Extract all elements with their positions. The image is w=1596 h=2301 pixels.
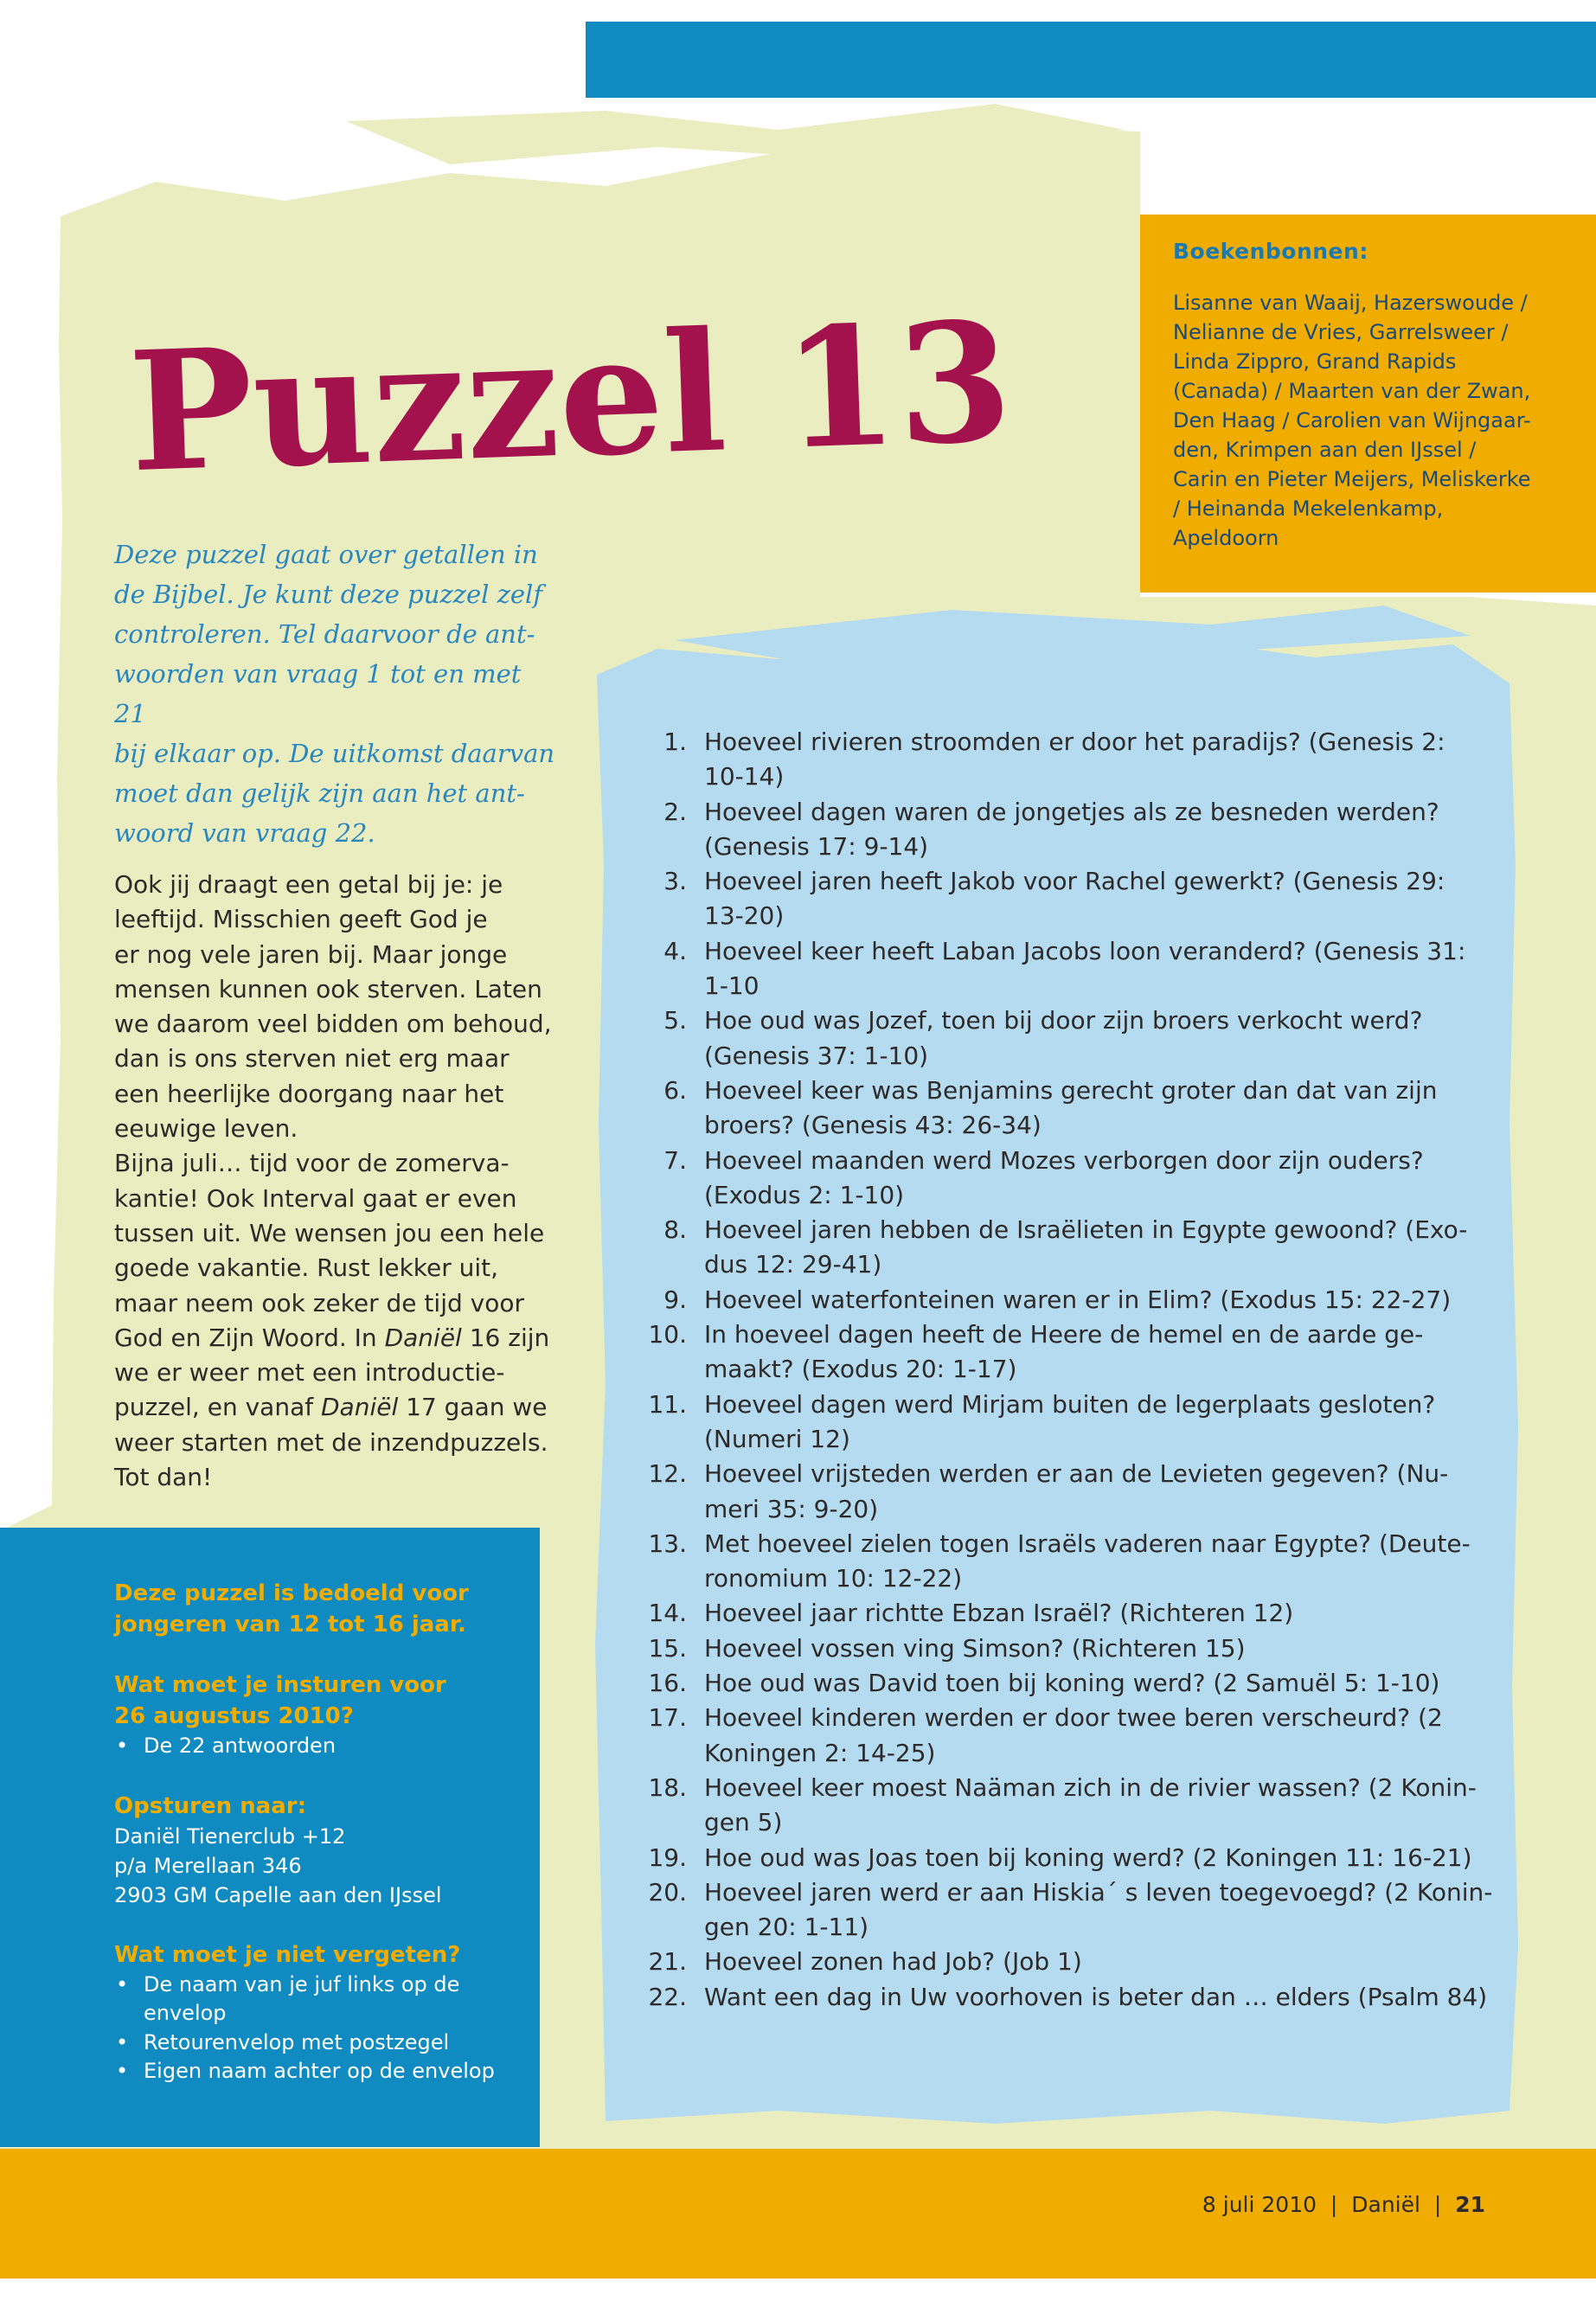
- question: [631, 1527, 1505, 1597]
- page-number: 21: [1455, 2192, 1485, 2217]
- intro-line: woord van vraag 22.: [114, 818, 375, 848]
- intro-line: Deze puzzel gaat over getallen in: [114, 540, 538, 569]
- boekenbonnen-box: [1140, 215, 1596, 593]
- question-number: 12.: [648, 1459, 687, 1489]
- question: [631, 1945, 1505, 1979]
- footer-text: [1202, 2192, 1485, 2217]
- body-line: puzzel, en vanaf: [114, 1393, 321, 1422]
- question-text: Hoeveel keer was Benjamins gerecht groter dan dat van zijn: [704, 1075, 1438, 1105]
- winner-line: den, Krimpen aan den IJssel /: [1173, 438, 1477, 462]
- question-text: Hoe oud was Joas toen bij koning werd? (2 Koningen 11: 16-21): [704, 1843, 1472, 1872]
- question-text: Koningen 2: 14-25): [704, 1738, 936, 1767]
- question-number: 14.: [648, 1599, 687, 1628]
- question-number: 8.: [663, 1215, 687, 1245]
- question-number: 11.: [648, 1389, 687, 1419]
- address-line: 2903 GM Capelle aan den IJssel: [114, 1882, 442, 1907]
- question: [631, 934, 1505, 1004]
- question-text: Hoeveel keer moest Naäman zich in de rivier wassen? (2 Konin-: [704, 1772, 1477, 1802]
- address-line: p/a Merellaan 346: [114, 1853, 302, 1878]
- question-list: [631, 725, 1505, 2015]
- body-line: eeuwige leven.: [114, 1114, 298, 1144]
- body-line: 16 zijn: [461, 1323, 550, 1352]
- question-text: Hoeveel waterfonteinen waren er in Elim? (Exodus 15: 22-27): [704, 1285, 1452, 1314]
- question-number: 16.: [648, 1669, 687, 1698]
- intro-line: moet dan gelijk zijn aan het ant-: [114, 779, 525, 808]
- question: [631, 1596, 1505, 1631]
- forget-item-text: De naam van je juf links op de: [144, 1971, 460, 1997]
- address-heading: Opsturen naar:: [114, 1792, 306, 1819]
- question: [631, 1631, 1505, 1666]
- question: [631, 1666, 1505, 1701]
- question-number: 15.: [648, 1633, 687, 1663]
- question-number: 7.: [663, 1145, 687, 1175]
- forget-item-text: envelop: [144, 2001, 227, 2025]
- footer-bar: [0, 2149, 1596, 2279]
- boekenbonnen-heading: Boekenbonnen:: [1173, 239, 1368, 264]
- question: [631, 725, 1505, 795]
- forget-item: [114, 1971, 522, 2029]
- body-line: er nog vele jaren bij. Maar jonge: [114, 939, 508, 969]
- question-number: 13.: [648, 1529, 687, 1558]
- question: [631, 1701, 1505, 1771]
- question-text: (Exodus 2: 1-10): [704, 1180, 905, 1209]
- question-text: Hoeveel jaar richtte Ebzan Israël? (Richteren 12): [704, 1599, 1294, 1628]
- question-number: 3.: [663, 867, 687, 896]
- send-item: • De 22 antwoorden: [114, 1732, 522, 1761]
- question-text: Want een dag in Uw voorhoven is beter dan … elders (Psalm 84): [704, 1982, 1488, 2011]
- page-title: Puzzel 13: [125, 285, 1016, 510]
- question-number: 19.: [648, 1843, 687, 1872]
- question: [631, 795, 1505, 865]
- question-number: 10.: [648, 1320, 687, 1349]
- question-number: 4.: [663, 936, 687, 965]
- body-line: God en Zijn Woord. In: [114, 1323, 385, 1352]
- send-deadline: 26 augustus 2010?: [114, 1703, 354, 1729]
- question-text: 10-14): [704, 762, 785, 792]
- footer-separator: |: [1433, 2192, 1442, 2217]
- forget-item: • Eigen naam achter op de envelop: [114, 2057, 522, 2086]
- intro-line: bij elkaar op. De uitkomst daarvan: [114, 739, 555, 768]
- question-text: maakt? (Exodus 20: 1-17): [704, 1355, 1017, 1384]
- question-number: 21.: [648, 1947, 687, 1977]
- question-text: gen 5): [704, 1808, 783, 1837]
- question-text: 13-20): [704, 901, 785, 931]
- question-text: Hoeveel vrijsteden werden er aan de Levieten gegeven? (Nu-: [704, 1459, 1449, 1489]
- question-text: Hoe oud was Jozef, toen bij door zijn broers verkocht werd?: [704, 1006, 1423, 1035]
- forget-heading: Wat moet je niet vergeten?: [114, 1941, 461, 1968]
- winner-line: Apeldoorn: [1173, 526, 1279, 550]
- body-line: tussen uit. We wensen jou een hele: [114, 1218, 545, 1247]
- question-text: Hoeveel vossen ving Simson? (Richteren 15): [704, 1633, 1246, 1663]
- question-text: In hoeveel dagen heeft de Heere de hemel en de aarde ge-: [704, 1320, 1424, 1349]
- question: [631, 1144, 1505, 1214]
- question-number: 2.: [663, 797, 687, 826]
- intro-text: [114, 535, 555, 853]
- book-name: Daniël: [320, 1393, 399, 1422]
- footer-separator: |: [1330, 2192, 1338, 2217]
- question: [631, 1980, 1505, 2015]
- body-line: we er weer met een introductie-: [114, 1358, 505, 1388]
- question-text: Hoeveel dagen waren de jongetjes als ze besneden werden?: [704, 797, 1439, 826]
- question-text: ronomium 10: 12-22): [704, 1564, 963, 1593]
- body-line: Ook jij draagt een getal bij je: je: [114, 870, 503, 899]
- body-line: mensen kunnen ook sterven. Laten: [114, 974, 542, 1003]
- winner-line: Lisanne van Waaij, Hazerswoude /: [1173, 291, 1528, 315]
- body-line: 17 gaan we: [398, 1393, 548, 1422]
- question-text: gen 20: 1-11): [704, 1913, 869, 1942]
- question-text: Hoeveel rivieren stroomden er door het paradijs? (Genesis 2:: [704, 727, 1445, 756]
- question-text: Hoeveel maanden werd Mozes verborgen door zijn ouders?: [704, 1145, 1424, 1175]
- winner-line: Carin en Pieter Meijers, Meliskerke: [1173, 467, 1531, 491]
- intro-line: de Bijbel. Je kunt deze puzzel zelf: [114, 580, 543, 609]
- address-line: Daniël Tienerclub +12: [114, 1823, 346, 1849]
- question-number: 5.: [663, 1006, 687, 1035]
- question: [631, 1003, 1505, 1074]
- body-line: weer starten met de inzendpuzzels.: [114, 1427, 548, 1457]
- question: [631, 1213, 1505, 1283]
- question-text: Hoeveel zonen had Job? (Job 1): [704, 1947, 1082, 1977]
- body-line: Tot dan!: [114, 1463, 213, 1492]
- send-question-line: Wat moet je insturen voor: [114, 1672, 446, 1698]
- question-text: Hoe oud was David toen bij koning werd? (2 Samuël 5: 1-10): [704, 1669, 1440, 1698]
- body-line: maar neem ook zeker de tijd voor: [114, 1288, 524, 1317]
- question-text: (Genesis 37: 1-10): [704, 1041, 929, 1070]
- body-line: we daarom veel bidden om behoud,: [114, 1009, 552, 1039]
- question: [631, 864, 1505, 934]
- winners-list: [1173, 288, 1570, 553]
- question-text: Hoeveel jaren heeft Jakob voor Rachel gewerkt? (Genesis 29:: [704, 867, 1445, 896]
- send-items-list: [114, 1732, 522, 1761]
- question: [631, 1388, 1505, 1458]
- winner-line: Nelianne de Vries, Garrelsweer /: [1173, 320, 1509, 344]
- question-number: 18.: [648, 1772, 687, 1802]
- question-text: dus 12: 29-41): [704, 1250, 882, 1279]
- footer-date: 8 juli 2010: [1202, 2192, 1317, 2217]
- question-number: 22.: [648, 1982, 687, 2011]
- question-number: 20.: [648, 1877, 687, 1907]
- question-text: (Genesis 17: 9-14): [704, 831, 929, 861]
- target-line: Deze puzzel is bedoeld voor: [114, 1580, 469, 1606]
- send-question-heading: [114, 1670, 522, 1732]
- question: [631, 1875, 1505, 1945]
- body-line: leeftijd. Misschien geeft God je: [114, 905, 488, 934]
- question-text: Hoeveel jaren hebben de Israëlieten in Egypte gewoond? (Exo-: [704, 1215, 1468, 1245]
- question-text: Hoeveel keer heeft Laban Jacobs loon veranderd? (Genesis 31:: [704, 936, 1466, 965]
- body-line: Bijna juli… tijd voor de zomerva-: [114, 1149, 510, 1178]
- forget-item: • Retourenvelop met postzegel: [114, 2029, 522, 2058]
- question-number: 9.: [663, 1285, 687, 1314]
- question-text: (Numeri 12): [704, 1424, 850, 1453]
- question: [631, 1771, 1505, 1841]
- winner-line: (Canada) / Maarten van der Zwan,: [1173, 379, 1531, 403]
- question: [631, 1841, 1505, 1875]
- question-text: 1-10: [704, 971, 760, 1001]
- question-number: 6.: [663, 1075, 687, 1105]
- question-text: Met hoeveel zielen togen Israëls vaderen naar Egypte? (Deute-: [704, 1529, 1471, 1558]
- question-text: broers? (Genesis 43: 26-34): [704, 1111, 1042, 1140]
- question-number: 17.: [648, 1703, 687, 1733]
- title-graphic: [112, 285, 1016, 528]
- body-text: [114, 868, 564, 1495]
- target-line: jongeren van 12 tot 16 jaar.: [114, 1612, 466, 1638]
- target-group-heading: [114, 1578, 522, 1640]
- question-text: meri 35: 9-20): [704, 1494, 879, 1523]
- question-text: Hoeveel kinderen werden er door twee beren verscheurd? (2: [704, 1703, 1443, 1733]
- winner-line: / Heinanda Mekelenkamp,: [1173, 497, 1444, 521]
- winner-line: Linda Zippro, Grand Rapids: [1173, 349, 1457, 374]
- book-name: Daniël: [384, 1323, 462, 1352]
- question: [631, 1317, 1505, 1388]
- question-text: Hoeveel dagen werd Mirjam buiten de legerplaats gesloten?: [704, 1389, 1436, 1419]
- question-number: 1.: [663, 727, 687, 756]
- footer-magazine: Daniël: [1351, 2192, 1420, 2217]
- body-line: een heerlijke doorgang naar het: [114, 1079, 504, 1108]
- body-line: kantie! Ook Interval gaat er even: [114, 1183, 517, 1213]
- body-line: dan is ons sterven niet erg maar: [114, 1044, 510, 1074]
- question-text: Hoeveel jaren werd er aan Hiskia´ s leven toegevoegd? (2 Konin-: [704, 1877, 1493, 1907]
- winner-line: Den Haag / Carolien van Wijngaar-: [1173, 408, 1531, 433]
- info-box: [0, 1528, 540, 2147]
- intro-line: woorden van vraag 1 tot en met 21: [114, 659, 522, 728]
- question: [631, 1074, 1505, 1144]
- question: [631, 1283, 1505, 1317]
- body-line: goede vakantie. Rust lekker uit,: [114, 1253, 499, 1283]
- forget-list: [114, 1971, 522, 2086]
- question: [631, 1457, 1505, 1527]
- intro-line: controleren. Tel daarvoor de ant-: [114, 619, 535, 649]
